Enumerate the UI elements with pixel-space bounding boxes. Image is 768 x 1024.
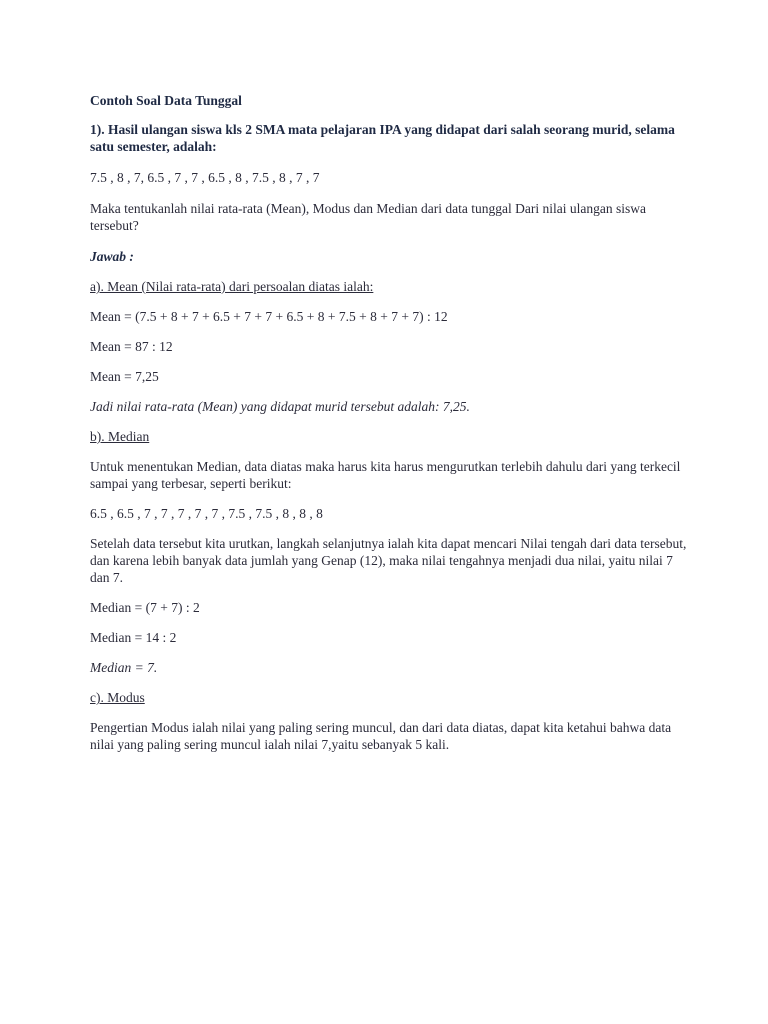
median-intro: Untuk menentukan Median, data diatas maka harus kita harus mengurutkan terlebih dahulu dari yang terkecil sampai yang terbesar, seperti berikut:: [90, 459, 681, 491]
mean-step-2: Mean = 87 : 12: [90, 339, 173, 354]
document-title: Contoh Soal Data Tunggal: [90, 93, 242, 108]
mean-step-3: Mean = 7,25: [90, 369, 159, 384]
mean-step-1: Mean = (7.5 + 8 + 7 + 6.5 + 7 + 7 + 6.5 + 8 + 7.5 + 8 + 7 + 7) : 12: [90, 309, 448, 324]
median-sorted-values: 6.5 , 6.5 , 7 , 7 , 7 , 7 , 7 , 7.5 , 7.5 , 8 , 8 , 8: [90, 506, 323, 521]
instruction-text: Maka tentukanlah nilai rata-rata (Mean), Modus dan Median dari data tunggal Dari nilai ulangan siswa tersebut?: [90, 201, 646, 233]
median-explanation: Setelah data tersebut kita urutkan, langkah selanjutnya ialah kita dapat mencari Nilai tengah dari data tersebut, dan karena lebih banyak data jumlah yang Genap (12), maka nilai tengahnya menjadi dua nilai, yaitu nilai 7 dan 7.: [90, 536, 687, 585]
answer-label: Jawab :: [90, 249, 134, 264]
mean-heading: a). Mean (Nilai rata-rata) dari persoalan diatas ialah:: [90, 279, 374, 294]
median-step-1: Median = (7 + 7) : 2: [90, 600, 200, 615]
question-text: 1). Hasil ulangan siswa kls 2 SMA mata pelajaran IPA yang didapat dari salah seorang murid, selama satu semester, adalah:: [90, 122, 675, 154]
median-heading: b). Median: [90, 429, 150, 444]
mean-conclusion: Jadi nilai rata-rata (Mean) yang didapat murid tersebut adalah: 7,25.: [90, 399, 470, 414]
modus-heading: c). Modus: [90, 690, 145, 705]
document-page: [90, 92, 690, 753]
data-values: 7.5 , 8 , 7, 6.5 , 7 , 7 , 6.5 , 8 , 7.5 , 8 , 7 , 7: [90, 170, 320, 185]
median-step-2: Median = 14 : 2: [90, 630, 177, 645]
modus-explanation: Pengertian Modus ialah nilai yang paling sering muncul, dan dari data diatas, dapat kita ketahui bahwa data nilai yang paling sering muncul ialah nilai 7,yaitu sebanyak 5 kali.: [90, 720, 672, 752]
median-result: Median = 7.: [90, 660, 158, 675]
